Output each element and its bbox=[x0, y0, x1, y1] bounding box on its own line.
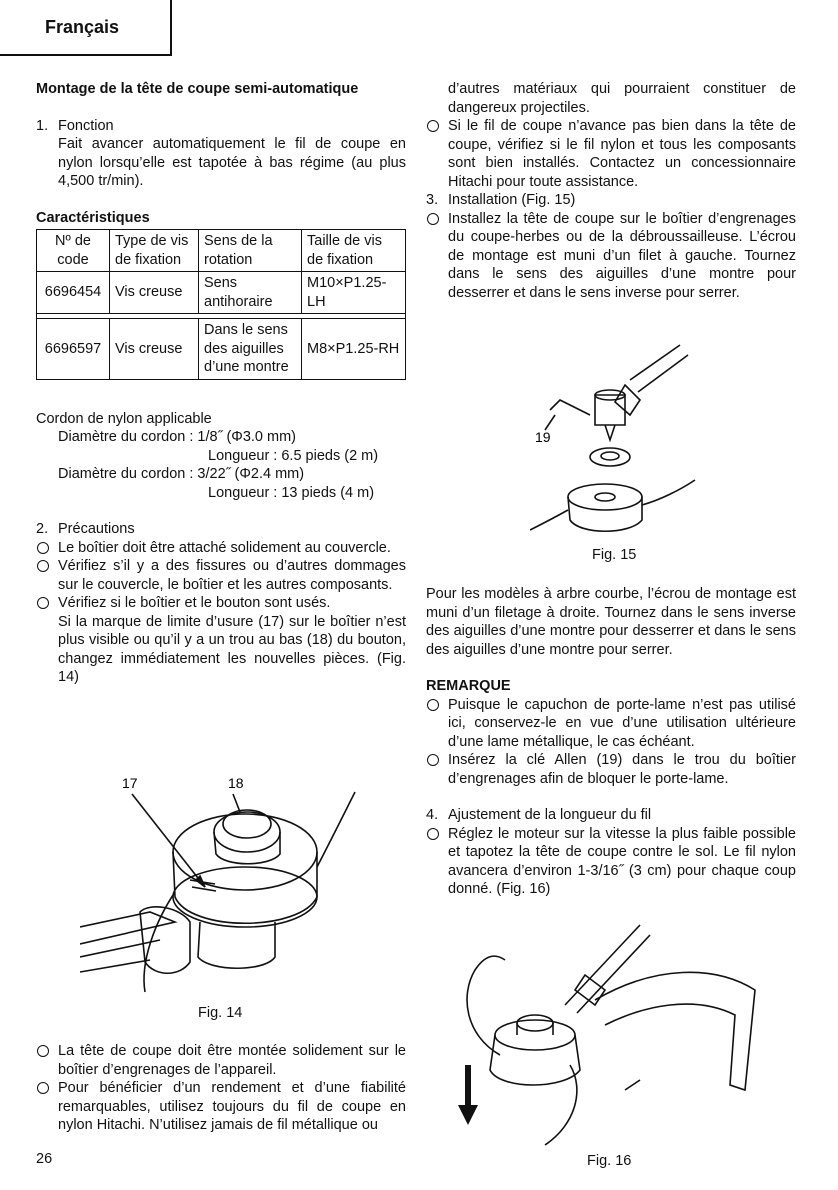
list-item-text: Vérifiez si le boîtier et le bouton sont usés. bbox=[58, 595, 331, 611]
caracteristiques-title: Caractéristiques bbox=[36, 209, 150, 226]
continuation-text: d’autres matériaux qui pourraient constituer de dangereux projectiles. bbox=[448, 81, 796, 116]
language-tab-label: Français bbox=[45, 17, 120, 37]
right-column bbox=[426, 80, 796, 302]
list-item-text: Si le fil de coupe n’avance pas bien dans la tête de coupe, vérifiez si le fil nylon et tous les composants sont bien installés. Contactez un concessionnaire Hitachi pour toute assistance. bbox=[448, 118, 796, 190]
list-item-text: Réglez le moteur sur la vitesse la plus faible possible et tapotez la tête de coupe contre le sol. Le fil nylon avancera d’environ 1-3/16˝ (3 cm) pour chaque coup donné. (Fig. 16) bbox=[448, 825, 796, 897]
precautions-followup: Si la marque de limite d’usure (17) sur le boîtier n’est plus visible ou qu’il y a un trou au bas (18) du bouton, changez immédiatement les nouvelles pièces. (Fig. 14) bbox=[58, 613, 406, 685]
list-item bbox=[36, 539, 406, 558]
remarque-title: REMARQUE bbox=[426, 678, 511, 694]
spec-table-header-row bbox=[37, 230, 406, 272]
list-item bbox=[36, 1079, 406, 1135]
fig14-label-17: 17 bbox=[122, 775, 138, 791]
list-item bbox=[426, 825, 796, 899]
cell-sens: Sens antihoraire bbox=[199, 272, 302, 314]
list-item-text: Pour bénéficier d’un rendement et d’une fiabilité remarquables, utilisez toujours du fil de coupe en nylon Hitachi. N’utilisez jamais de fil métallique ou bbox=[58, 1080, 406, 1133]
fig16-caption: Fig. 16 bbox=[587, 1153, 632, 1169]
header-taille: Taille de vis de fixation bbox=[302, 230, 406, 272]
fonction-text: Fait avancer automatiquement le fil de coupe en nylon lorsqu’elle est tapotée à bas régime (au plus 4,500 tr/min). bbox=[58, 136, 406, 189]
left-column bbox=[36, 80, 406, 687]
list-item-text: Le boîtier doit être attaché solidement au couvercle. bbox=[58, 539, 391, 556]
fig15-caption: Fig. 15 bbox=[592, 547, 637, 563]
circle-bullet-icon bbox=[427, 120, 439, 132]
installation-number: 3. bbox=[426, 192, 439, 208]
spec-table bbox=[36, 229, 406, 380]
cell-code: 6696454 bbox=[37, 272, 110, 314]
list-item bbox=[426, 751, 796, 788]
cordon-line: Diamètre du cordon : 1/8˝ (Φ3.0 mm) bbox=[58, 429, 297, 445]
section-title: Montage de la tête de coupe semi-automatique bbox=[36, 81, 359, 97]
ajustement-title: Ajustement de la longueur du fil bbox=[448, 807, 652, 823]
list-item-text: Insérez la clé Allen (19) dans le trou du boîtier d’engrenages afin de bloquer le porte-lame. bbox=[448, 752, 796, 787]
down-arrow-icon bbox=[465, 1065, 471, 1110]
table-row bbox=[37, 319, 406, 380]
fig14-illustration bbox=[80, 772, 370, 1002]
ajustement-number: 4. bbox=[426, 807, 439, 823]
circle-bullet-icon bbox=[427, 699, 439, 711]
cordon-specs bbox=[36, 428, 406, 502]
cell-taille: M8×P1.25-RH bbox=[302, 319, 406, 380]
right-column-lower bbox=[426, 585, 796, 899]
header-sens: Sens de la rotation bbox=[199, 230, 302, 272]
fig14-caption: Fig. 14 bbox=[198, 1005, 243, 1021]
fonction-number: 1. bbox=[36, 117, 49, 134]
list-item bbox=[426, 696, 796, 752]
cell-type: Vis creuse bbox=[110, 319, 199, 380]
installation-heading bbox=[426, 191, 796, 210]
fig14-label-18: 18 bbox=[228, 775, 244, 791]
precautions-title: Précautions bbox=[58, 521, 135, 537]
list-item bbox=[426, 117, 796, 191]
arbre-courbe-text: Pour les modèles à arbre courbe, l’écrou de montage est muni d’un filetage à droite. Tournez dans le sens inverse des aiguilles d’une montre pour desserrer et dans le sens des aiguilles d’une montre pour serrer. bbox=[426, 586, 796, 658]
list-item bbox=[36, 557, 406, 594]
fig16-illustration bbox=[455, 915, 765, 1155]
circle-bullet-icon bbox=[37, 542, 49, 554]
list-item bbox=[36, 594, 406, 613]
precautions-number: 2. bbox=[36, 521, 49, 537]
list-item bbox=[36, 1042, 406, 1079]
circle-bullet-icon bbox=[37, 597, 49, 609]
circle-bullet-icon bbox=[427, 754, 439, 766]
cordon-line: Diamètre du cordon : 3/22˝ (Φ2.4 mm) bbox=[58, 466, 305, 482]
list-item-text: La tête de coupe doit être montée solidement sur le boîtier d’engrenages de l’appareil. bbox=[58, 1043, 406, 1078]
header-type: Type de vis de fixation bbox=[110, 230, 199, 272]
cordon-title: Cordon de nylon applicable bbox=[36, 410, 212, 427]
fig15-label-19: 19 bbox=[535, 429, 551, 445]
fonction-title: Fonction bbox=[58, 117, 114, 134]
header-code: Nº de code bbox=[37, 230, 110, 272]
circle-bullet-icon bbox=[427, 828, 439, 840]
list-item-text: Installez la tête de coupe sur le boîtier d’engrenages du coupe-herbes ou de la débroussailleuse. L’écrou de montage est muni d’un filet à gauche. Tournez dans le sens des aiguilles d’une montre pour desserrer et dans le sens inverse pour serrer. bbox=[448, 210, 796, 301]
fonction-heading bbox=[36, 117, 406, 136]
cell-sens: Dans le sens des aiguilles d’une montre bbox=[199, 319, 302, 380]
language-tab bbox=[0, 0, 172, 56]
list-item-text: Puisque le capuchon de porte-lame n’est pas utilisé ici, conservez-le en vue d’une utilisation ultérieure d’une lame métallique, le cas échéant. bbox=[448, 696, 796, 750]
table-row bbox=[37, 272, 406, 314]
fig15-illustration bbox=[530, 340, 700, 540]
cell-code: 6696597 bbox=[37, 319, 110, 380]
circle-bullet-icon bbox=[427, 213, 439, 225]
cell-type: Vis creuse bbox=[110, 272, 199, 314]
list-item-text: Vérifiez s’il y a des fissures ou d’autres dommages sur le couvercle, le boîtier et les autres composants. bbox=[58, 558, 406, 593]
circle-bullet-icon bbox=[37, 1045, 49, 1057]
list-item bbox=[426, 210, 796, 303]
cordon-line: Longueur : 6.5 pieds (2 m) bbox=[208, 447, 379, 464]
precautions-heading bbox=[36, 520, 406, 539]
page-number: 26 bbox=[36, 1151, 53, 1167]
circle-bullet-icon bbox=[37, 560, 49, 572]
circle-bullet-icon bbox=[37, 1082, 49, 1094]
cordon-line: Longueur : 13 pieds (4 m) bbox=[208, 484, 375, 501]
cell-taille: M10×P1.25-LH bbox=[302, 272, 406, 314]
left-bottom-items bbox=[36, 1042, 406, 1135]
installation-title: Installation (Fig. 15) bbox=[448, 192, 576, 208]
ajustement-heading bbox=[426, 806, 796, 825]
